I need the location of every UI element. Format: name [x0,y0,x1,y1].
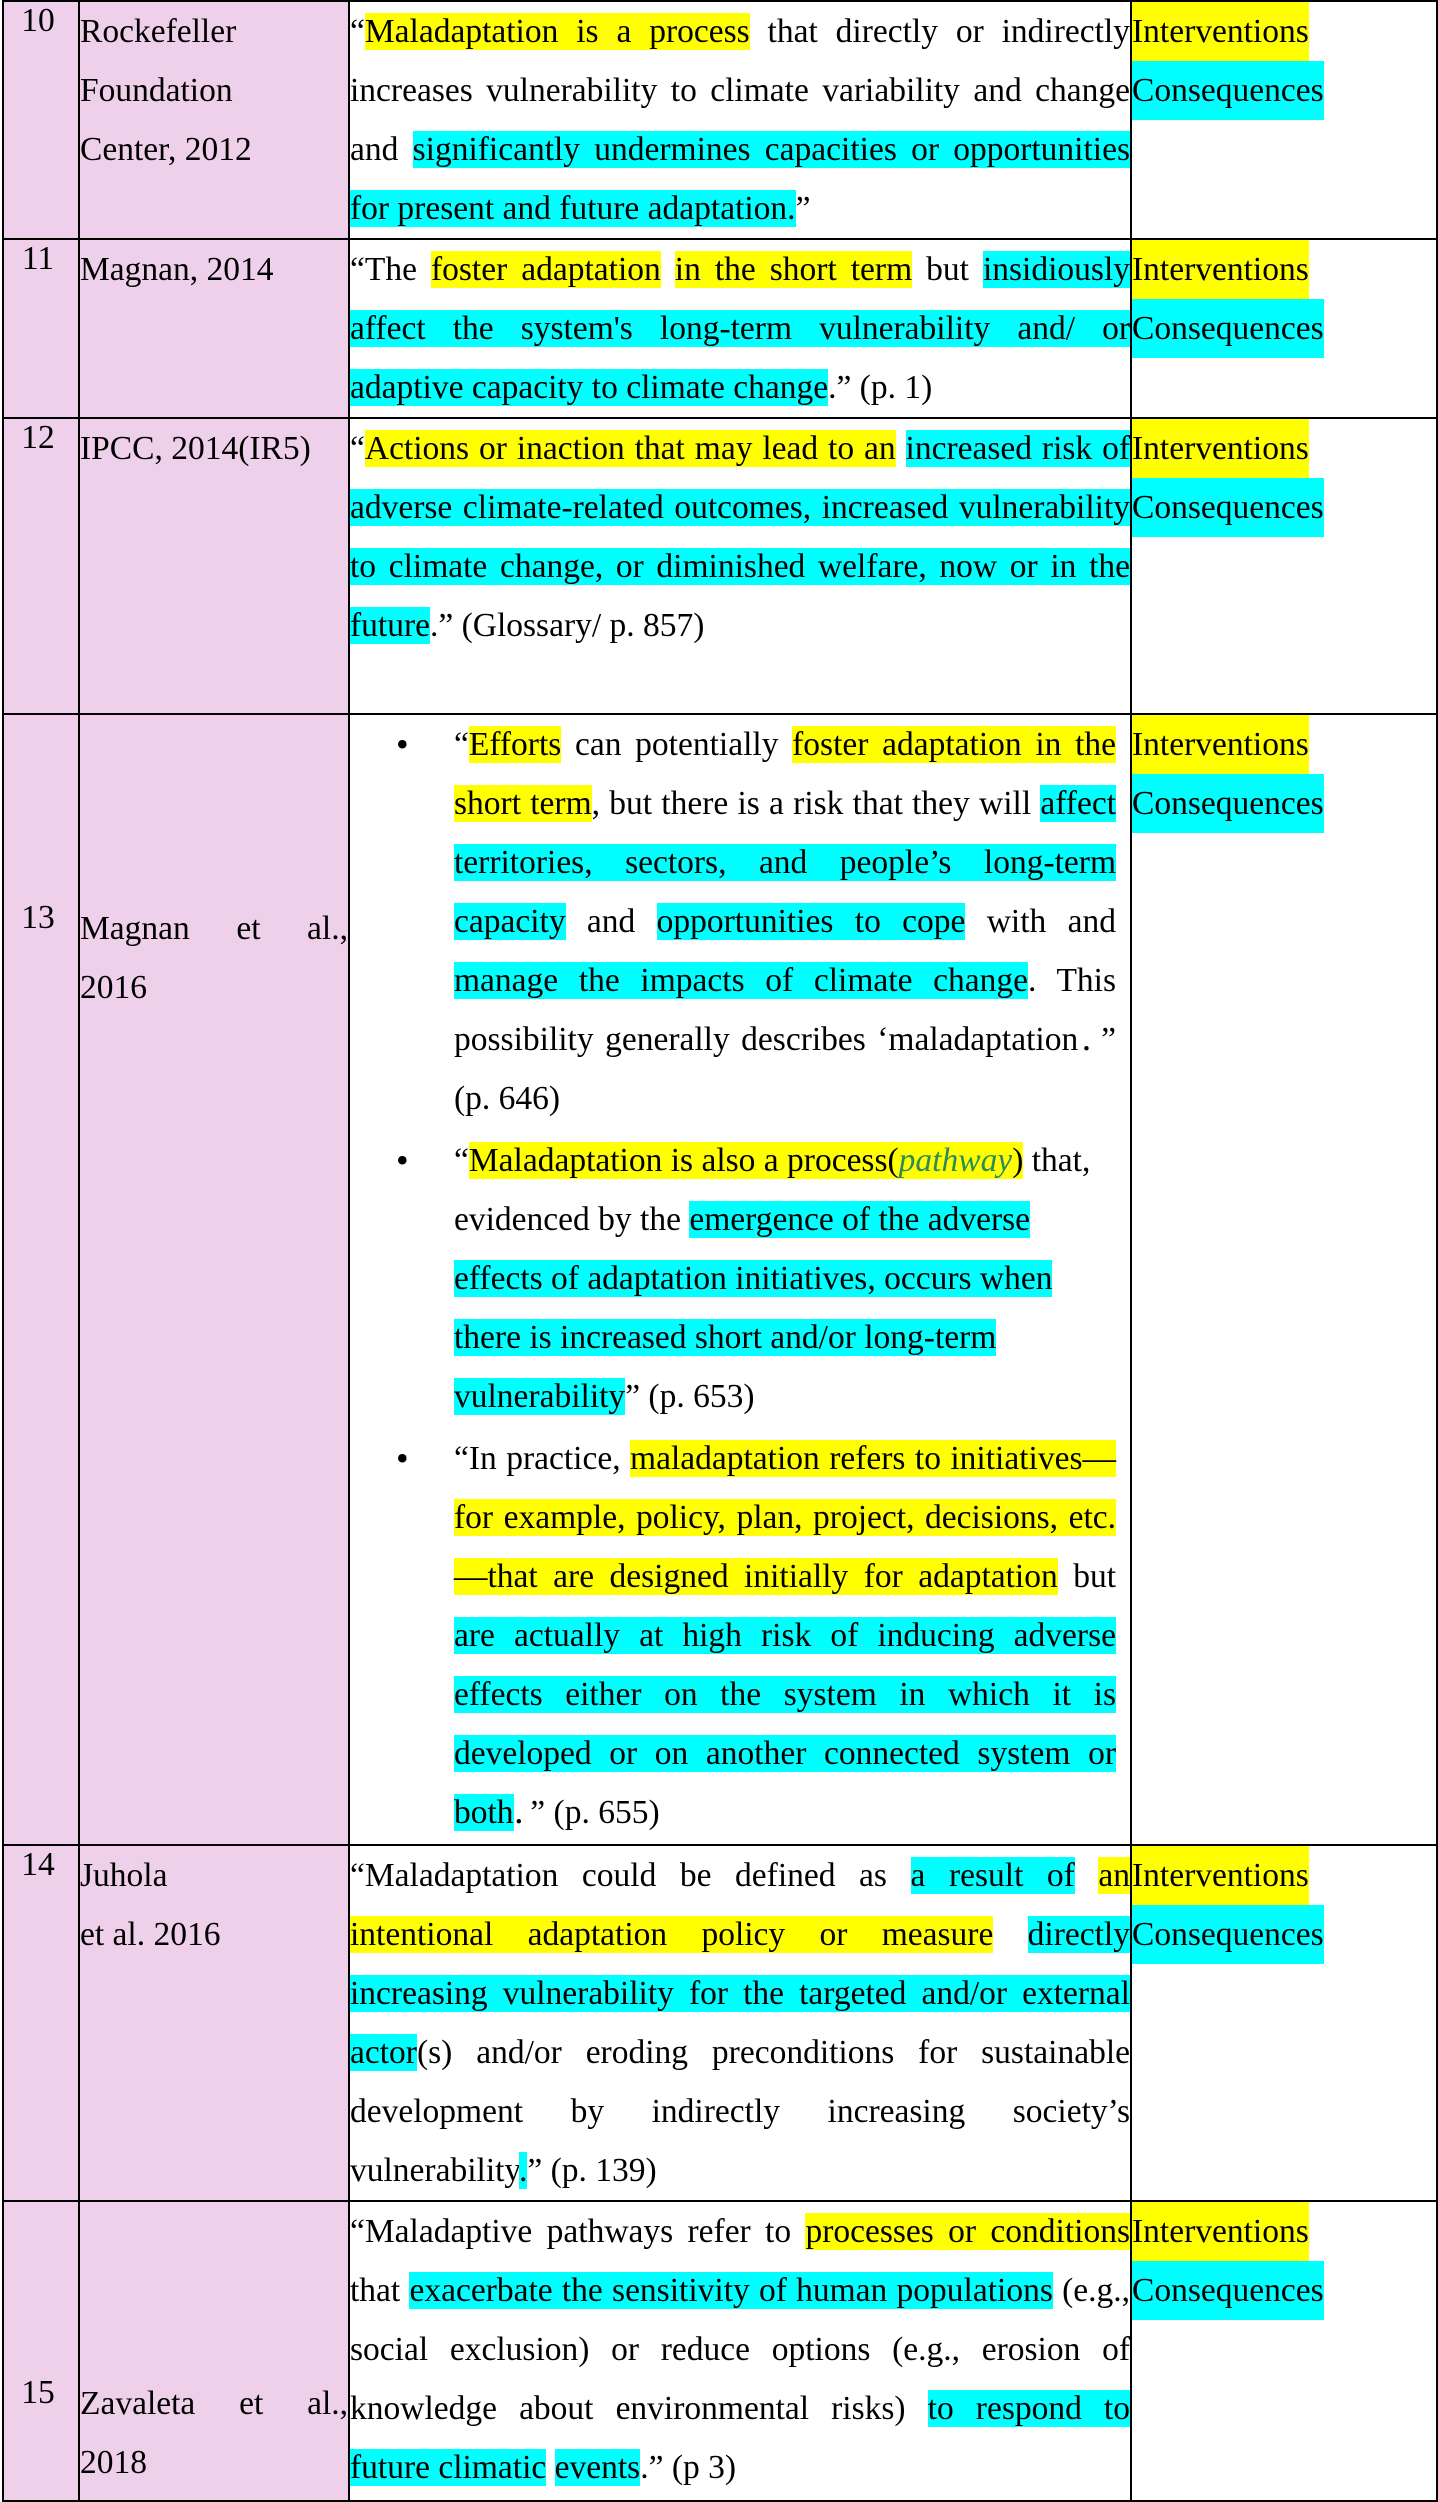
definition-cell [349,1845,1131,2201]
definition-text: “ [454,1142,469,1179]
definition-cell [349,2201,1131,2501]
pathway-term: pathway [898,1142,1013,1179]
definition-text: ．” (p. 655) [513,1794,660,1831]
highlight-intervention: maladaptation refers to initiatives—for example, policy, plan, project, decisions, etc.—that are designed initially for adaptation [454,1440,1116,1595]
definition-text [896,430,906,467]
definition-text [1075,1857,1099,1894]
highlight-consequence: opportunities to cope [656,903,966,940]
row-number: 15 [21,2374,55,2411]
row-number-cell [3,1845,79,2201]
table-row [3,418,1437,714]
source-cell [79,418,349,714]
definition-text: but [912,251,983,288]
source-line: Foundation [80,72,233,109]
row-number: 11 [21,240,55,277]
category-interventions: Interventions [1132,419,1309,478]
source-cell [79,1845,349,2201]
category-interventions: Interventions [1132,1846,1309,1905]
category-cell [1131,2201,1437,2501]
definition-text: that [350,2272,410,2309]
list-item [454,715,1116,1128]
source-line: Juhola [80,1857,168,1894]
definition-text: ” (p. 653) [625,1378,755,1415]
table-row [3,239,1437,418]
source-line: Zavaleta et al., [80,2385,348,2422]
highlight-consequence: are actually at high risk of inducing adverse effects either on the system in which it is developed or on another connected system or both [454,1617,1116,1831]
category-consequences: Consequences [1132,478,1324,537]
row-number-cell [3,714,79,1845]
highlight-intervention: in the short term [674,251,913,288]
definition-cell [349,714,1131,1845]
definition-text [661,251,675,288]
highlight-consequence: a result of [910,1857,1075,1894]
highlight-intervention: foster adaptation in the short term [454,726,1116,822]
list-item [454,1429,1116,1842]
highlight-consequence: exacerbate the sensitivity of human populations [409,2272,1053,2309]
highlight-intervention: Maladaptation is also a process( [468,1142,899,1179]
definition-text [546,2449,554,2486]
category-cell [1131,714,1437,1845]
row-number-cell [3,2201,79,2501]
definition-bullet-list [350,715,1116,1842]
definition-text: “ [350,13,365,50]
highlight-consequence: significantly undermines capacities or opportunities for present and future adaptation. [350,131,1130,227]
highlight-consequence: directly increasing vulnerability for the targeted and/or external actor [350,1916,1130,2071]
category-consequences: Consequences [1132,1905,1324,1964]
definition-cell [349,239,1131,418]
row-number: 13 [21,899,55,936]
highlight-consequence: manage the impacts of climate change [454,962,1028,999]
table-row [3,714,1437,1845]
definition-text: , but there is a risk that they will [591,785,1041,822]
row-number-cell [3,418,79,714]
definition-text: .” (p 3) [640,2449,737,2486]
highlight-consequence: insidiously affect the system's long-term vulnerability and/ or adaptive capacity to climate change [350,251,1131,406]
category-consequences: Consequences [1132,61,1324,120]
category-interventions: Interventions [1132,2,1309,61]
definition-text: .” (Glossary/ p. 857) [430,607,705,644]
definition-text: (s) and/or eroding preconditions for sustainable development by indirectly increasing society’s vulnerability [350,2034,1130,2189]
category-cell [1131,1845,1437,2201]
highlight-consequence: increased risk of adverse climate-related outcomes, increased vulnerability to climate change, or diminished welfare, now or in the future [350,430,1130,644]
source-cell [79,2201,349,2501]
highlight-intervention: ) [1012,1142,1024,1179]
definition-text: “In practice, [454,1440,631,1477]
definition-text: ” (p. 139) [527,2152,657,2189]
definition-text [993,1916,1027,1953]
source-line: Center, 2012 [80,131,252,168]
highlight-consequence: events [554,2449,641,2486]
highlight-consequence: to respond to future climatic [350,2390,1130,2486]
list-item [454,1131,1116,1426]
highlight-consequence: emergence of the adverse effects of adaptation initiatives, occurs when there is increased short and/or long-term vulnerability [454,1201,1053,1415]
category-interventions: Interventions [1132,2202,1309,2261]
row-number: 10 [21,2,55,39]
highlight-intervention: Efforts [468,726,562,763]
definition-text: with and [965,903,1116,940]
definition-text: ” [795,190,811,227]
category-consequences: Consequences [1132,774,1324,833]
category-cell [1131,418,1437,714]
definition-text: that directly or indirectly increases vulnerability to climate variability and change and [350,13,1130,168]
table-row [3,1,1437,239]
row-number-cell [3,1,79,239]
definition-text: “ [350,430,365,467]
definition-text: but [1057,1558,1117,1595]
source-line: Magnan et al., [80,910,348,947]
highlight-consequence: affect territories, sectors, and people’s long-term capacity [454,785,1117,940]
table-row [3,1845,1437,2201]
definition-text: that, evidenced by the [454,1142,1091,1238]
definition-text: and [565,903,657,940]
source-line: 2016 [80,969,147,1006]
category-cell [1131,239,1437,418]
highlight-consequence: . [519,2152,528,2189]
category-consequences: Consequences [1132,2261,1324,2320]
row-number: 12 [21,419,55,456]
definition-cell [349,418,1131,714]
definition-text: “The [350,251,431,288]
maladaptation-definitions-table [2,0,1438,2502]
table-row [3,2201,1437,2501]
definition-text: can potentially [561,726,793,763]
definition-text: “ [454,726,469,763]
highlight-intervention: processes or conditions [805,2213,1131,2250]
category-cell [1131,1,1437,239]
source-line: Magnan, 2014 [80,251,274,288]
category-interventions: Interventions [1132,240,1309,299]
source-line: IPCC, 2014(IR5) [80,430,311,467]
highlight-intervention: Maladaptation is a process [364,13,750,50]
definition-text: “Maladaptive pathways refer to [350,2213,806,2250]
source-line: 2018 [80,2444,147,2481]
highlight-intervention: an intentional adaptation policy or measure [350,1857,1131,1953]
source-line: Rockefeller [80,13,237,50]
source-cell [79,714,349,1845]
category-consequences: Consequences [1132,299,1324,358]
category-interventions: Interventions [1132,715,1309,774]
row-number: 14 [21,1846,55,1883]
source-line: et al. 2016 [80,1916,221,1953]
row-number-cell [3,239,79,418]
definition-text: “Maladaptation could be defined as [350,1857,911,1894]
definition-text: . This possibility generally describes ‘maladaptation．” (p. 646) [454,962,1116,1117]
highlight-intervention: Actions or inaction that may lead to an [364,430,896,467]
highlight-intervention: foster adaptation [430,251,661,288]
source-cell [79,1,349,239]
definition-cell [349,1,1131,239]
source-cell [79,239,349,418]
definition-text: (e.g., social exclusion) or reduce options (e.g., erosion of knowledge about environmental risks) [350,2272,1131,2427]
definition-text: .” (p. 1) [828,369,933,406]
